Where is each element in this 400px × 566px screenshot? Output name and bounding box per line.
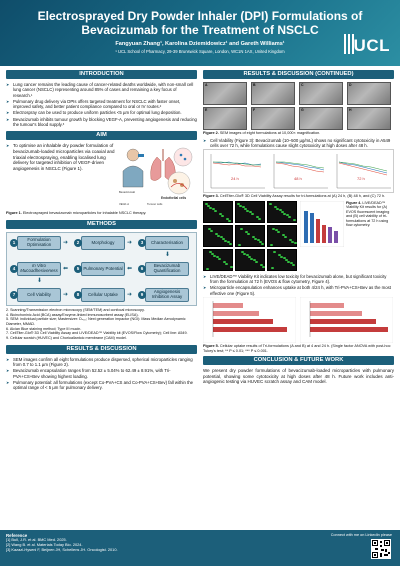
method-number: 5 <box>74 265 82 273</box>
panel-label: 24 h <box>231 176 239 182</box>
introduction-heading: INTRODUCTION <box>6 70 197 79</box>
sem-image: A <box>203 82 247 105</box>
sem-image: C <box>299 82 343 105</box>
cell-dot <box>243 253 246 255</box>
reference-item: [2] Wang B. et al. Materials Today Bio. 2024. <box>6 541 83 547</box>
results-list <box>6 357 197 391</box>
cell-dot <box>294 242 297 244</box>
arrow-left-icon: ⬅ <box>127 265 133 272</box>
sem-image: F <box>251 107 295 130</box>
cell-dot <box>293 219 296 221</box>
figure-label: Bevacizumab <box>119 191 136 195</box>
sem-image: E <box>203 107 247 130</box>
viability-chart-72h <box>331 150 393 194</box>
figure-3-caption: Figure 3. CellTiter-Glo® 3D Cell Viability Assay results for tri-formulations at (A) 24 h, (B) 48 h, and (C) 72 h. <box>203 194 386 199</box>
cell-dot <box>255 261 258 263</box>
uptake-chart-24h <box>300 297 393 343</box>
arrow-left-icon: ⬅ <box>63 265 69 272</box>
references-heading: Reference <box>6 533 28 538</box>
arrow-right-icon: ➜ <box>63 291 69 298</box>
cell-dot <box>229 243 232 245</box>
method-box: Pulmonary Potential <box>81 262 125 276</box>
sem-image-grid <box>203 82 394 130</box>
cell-dot <box>246 210 249 212</box>
arrow-right-icon: ➜ <box>127 239 133 246</box>
arrow-down-icon: ⬇ <box>165 251 171 258</box>
fluorescence-image <box>267 249 297 271</box>
figure-2-caption: Figure 2. SEM images of eight formulations at 10,000× magnification. <box>203 131 321 135</box>
cell-dot <box>230 266 233 268</box>
uptake-chart-4h <box>203 297 296 343</box>
conclusion-heading: CONCLUSION & FUTURE WORK <box>203 356 394 365</box>
method-box: Angiogenesis Inhibition Assay <box>145 288 189 302</box>
method-number: 7 <box>10 291 18 299</box>
cell-dot <box>269 203 272 205</box>
authors: Fangyuan Zhang¹, Karolina Dziemidowicz¹ and Gareth Williams¹ <box>115 41 285 47</box>
ucl-logo: UCL <box>344 34 390 54</box>
list-item: ➤ SEM images confirm all eight formulations produce dispersed, spherical microparticles ranging from 0.7 to 1.1 µm (Figure 2). <box>6 357 197 368</box>
methods-flowchart <box>6 232 197 306</box>
fluorescence-image <box>235 225 265 247</box>
cell-dot <box>240 228 243 230</box>
poster-title: Electrosprayed Dry Powder Inhaler (DPI) Formulations of Bevacizumab for the Treatment of NSCLC <box>37 9 363 37</box>
method-number: 1 <box>10 239 18 247</box>
method-box: Characterisation <box>145 236 189 250</box>
reference-item: [1] Bull, J.R. et al. BMC Med. 2025. <box>6 537 67 542</box>
panel-label: 72 h <box>357 176 365 182</box>
left-column <box>6 70 197 392</box>
flow-cytometry-chart <box>300 201 344 247</box>
method-number: 6 <box>138 265 146 273</box>
cell-dot <box>218 258 221 260</box>
figure-label: Tumour cells <box>147 203 163 207</box>
cell-dot <box>217 235 220 237</box>
cell-dot <box>273 251 276 253</box>
cell-dot <box>272 228 275 230</box>
methods-notes: 2. Scanning/Transmission electron microscopy (SEM/TEM) and confocal microscopy. 4. Bicinchoninic Acid (BCA) assay/Enzyme-linked immunosorbent assay (ELISA). 5. SEM: individual particle size; Mastersizer: Dᵥ₅₀; Next generation impactor (NGI): Mass Median Aerodynamic Diameter, MMAD. 6. Alcian Blue staining method; Type III mucin. 7. CellTiter-Glo® 3D Cell Viability Assay and LIVE/DEAD™ Viability kit (EVOS/Flow Cytometry); Cell line: A549. 9. Cellular scratch (HUVEC) and Chorioallantoic membrane (CAM) model. <box>6 307 188 341</box>
list-item: ➤ Bevacizumab encapsulation ranges from 52.52 ± 5.04% to 62.49 ± 8.91%, with Tri-PVA+CS+Bev showing highest loading. <box>6 368 197 379</box>
figure-label: Endothelial cells <box>161 196 187 201</box>
method-number: 3 <box>138 239 146 247</box>
poster-header <box>0 0 400 66</box>
fluorescence-image <box>203 249 233 271</box>
methods-heading: METHODS <box>6 220 197 229</box>
introduction-list <box>6 82 197 127</box>
figure-label: VEGF-A <box>119 203 130 207</box>
figure-5-uptake-charts <box>203 297 394 343</box>
affiliation: ¹ UCL School of Pharmacy, 29-39 Brunswick Square, London, WC1N 1AX, United Kingdom <box>115 49 285 54</box>
cell-dot <box>213 255 216 257</box>
cell-dot <box>228 220 231 222</box>
viability-chart-48h <box>268 150 330 194</box>
method-number: 2 <box>74 239 82 247</box>
conclusion-text: We present dry powder formulations of bevacizumab-loaded microparticles with pulmonary potential, showing some cytotoxicity at high doses after 48 h. Future work includes anti-angiogenic testing via HUVEC scratch assay and CAM model. <box>203 368 394 385</box>
cell-dot <box>238 244 241 246</box>
fluorescence-image <box>267 201 297 223</box>
list-item: ➤ Pulmonary potential: all formulations (except Co-PVA+CS and Co-PVA+CS+Bev) fall within the optimal range of < 5 µm for pulmonary delivery. <box>6 380 197 391</box>
fluorescence-image <box>235 249 265 271</box>
cell-dot <box>287 261 290 263</box>
list-item: ➤ LIVE/DEAD™ Viability Kit indicates low toxicity for bevacizumab alone, but significant toxicity from the formulation at 72 h (EVOS & flow cytometry, Figure 4). <box>203 274 394 285</box>
list-item: ➤ Electrospray can be used to produce uniform particles <5 µm for optimal lung deposition. <box>6 110 197 115</box>
cell-dot <box>250 258 253 260</box>
figure-4-live-dead <box>203 201 394 273</box>
list-item: ➤ Lung cancer remains the leading cause of cancer-related deaths worldwide, with non-small cell lung cancer (NSCLC) representing around 85% of cases and remaining a key focus of research.¹ <box>6 82 197 98</box>
cell-dot <box>206 268 209 270</box>
cell-dot <box>224 240 227 242</box>
arrow-down-icon: ⬇ <box>37 277 43 284</box>
list-item: ➤ Microparticle encapsulation enhances uptake at both 4/24 h, with Tri-PVA+CS+Bev as the most effective one (Figure 5). <box>203 285 394 296</box>
cell-dot <box>288 216 291 218</box>
cell-dot <box>292 264 295 266</box>
cell-dot <box>251 213 254 215</box>
fluorescence-image <box>267 225 297 247</box>
sem-image: D <box>347 82 391 105</box>
cell-dot <box>270 244 273 246</box>
method-box: Cell Viability <box>17 288 61 302</box>
references-footer <box>0 530 400 566</box>
fluorescence-image <box>235 201 265 223</box>
linkedin-label: Connect with me on LinkedIn please <box>330 533 392 537</box>
cell-dot <box>258 218 261 220</box>
cell-dot <box>291 241 294 243</box>
list-item: ➤ Pulmonary drug delivery via DPIs offers targeted treatment for NSCLC with faster onset, improved safety, and better patient compliance compared to oral or IV routes.² <box>6 99 197 110</box>
cell-dot <box>277 231 280 233</box>
reference-item: [3] Kazazi-Hyseni F, Beijnen JH, Schellens JH. Oncologist. 2010. <box>6 546 118 552</box>
cell-dot <box>221 215 224 217</box>
results-heading: RESULTS & DISCUSSION <box>6 345 197 354</box>
sem-image: H <box>347 107 391 130</box>
method-box: Formulation Optimisation <box>17 236 61 250</box>
cell-dot <box>262 266 265 268</box>
cell-dot <box>214 210 217 212</box>
sem-image: B <box>251 82 295 105</box>
method-box: Bevacizumab Quantification <box>145 262 189 276</box>
cell-dot <box>210 230 213 232</box>
panel-label: 48 h <box>294 176 302 182</box>
figure-4-caption: Figure 4. LIVE/DEAD™ Viability Kit results for (A) EVOS fluorescent imaging and (B) cell viability of tri-formulations at 72 h using flow cytometry. <box>346 200 390 228</box>
method-box: In Vitro Mucoadhesiveness <box>17 262 61 276</box>
figure-1-illustration <box>117 143 197 209</box>
method-number: 9 <box>138 291 146 299</box>
viability-chart-24h <box>205 150 267 194</box>
cell-dot <box>209 207 212 209</box>
cell-dot <box>254 238 257 240</box>
cell-dot <box>225 263 228 265</box>
method-number: 4 <box>10 265 18 273</box>
aim-text: ➤ To optimise an inhalable dry powder formulation of bevacizumab-loaded microparticles via coaxial and triaxial electrospraying, enabling localised lung delivery for targeted inhibition of VEGF-driven angiogenesis in NSCLC (Figure 1). <box>6 143 118 171</box>
method-box: Cellular Uptake <box>81 288 125 302</box>
fluorescence-image <box>203 201 233 223</box>
cell-dot <box>284 236 287 238</box>
cell-dot <box>261 243 264 245</box>
list-item: ➤ Cell Viability (Figure 3): Bevacizumab (10–500 µg/mL) shows no significant cytotoxicity in A549 cells over 72 h, while formulations cause slight cytotoxicity at high doses after 48 h. <box>203 138 394 149</box>
aim-heading: AIM <box>6 131 197 140</box>
figure-3-viability-charts <box>203 149 394 193</box>
method-number: 8 <box>74 291 82 299</box>
cell-dot <box>280 256 283 258</box>
arrow-right-icon: ➜ <box>127 291 133 298</box>
results-continued-heading: RESULTS & DISCUSSION (CONTINUED) <box>203 70 394 79</box>
list-item: ➤ Bevacizumab inhibits tumour growth by blocking VEGF-A, preventing angiogenesis and reducing the tumour's blood supply.³ <box>6 117 197 128</box>
fluorescence-image <box>203 225 233 247</box>
cell-dot <box>283 213 286 215</box>
figure-5-caption: Figure 5. Cellular uptake results of Tri-formulations (A and B) at 4 and 24 h. (Single factor ANOVA with post-hoc Tukey's test; ** P ≤ 0.01; *** P ≤ 0.001. <box>203 343 391 353</box>
sem-image: G <box>299 107 343 130</box>
qr-code-icon[interactable] <box>371 539 391 559</box>
figure-1-caption: Figure 1. Electrosprayed bevacizumab microparticles for inhalable NSCLC therapy. <box>6 211 147 216</box>
right-column <box>203 70 394 385</box>
cell-dot <box>271 267 274 269</box>
method-box: Morphology <box>81 236 125 250</box>
aim-section <box>6 143 197 211</box>
arrow-right-icon: ➜ <box>63 239 69 246</box>
cell-dot <box>239 205 242 207</box>
cell-dot <box>247 233 250 235</box>
cell-dot <box>276 208 279 210</box>
